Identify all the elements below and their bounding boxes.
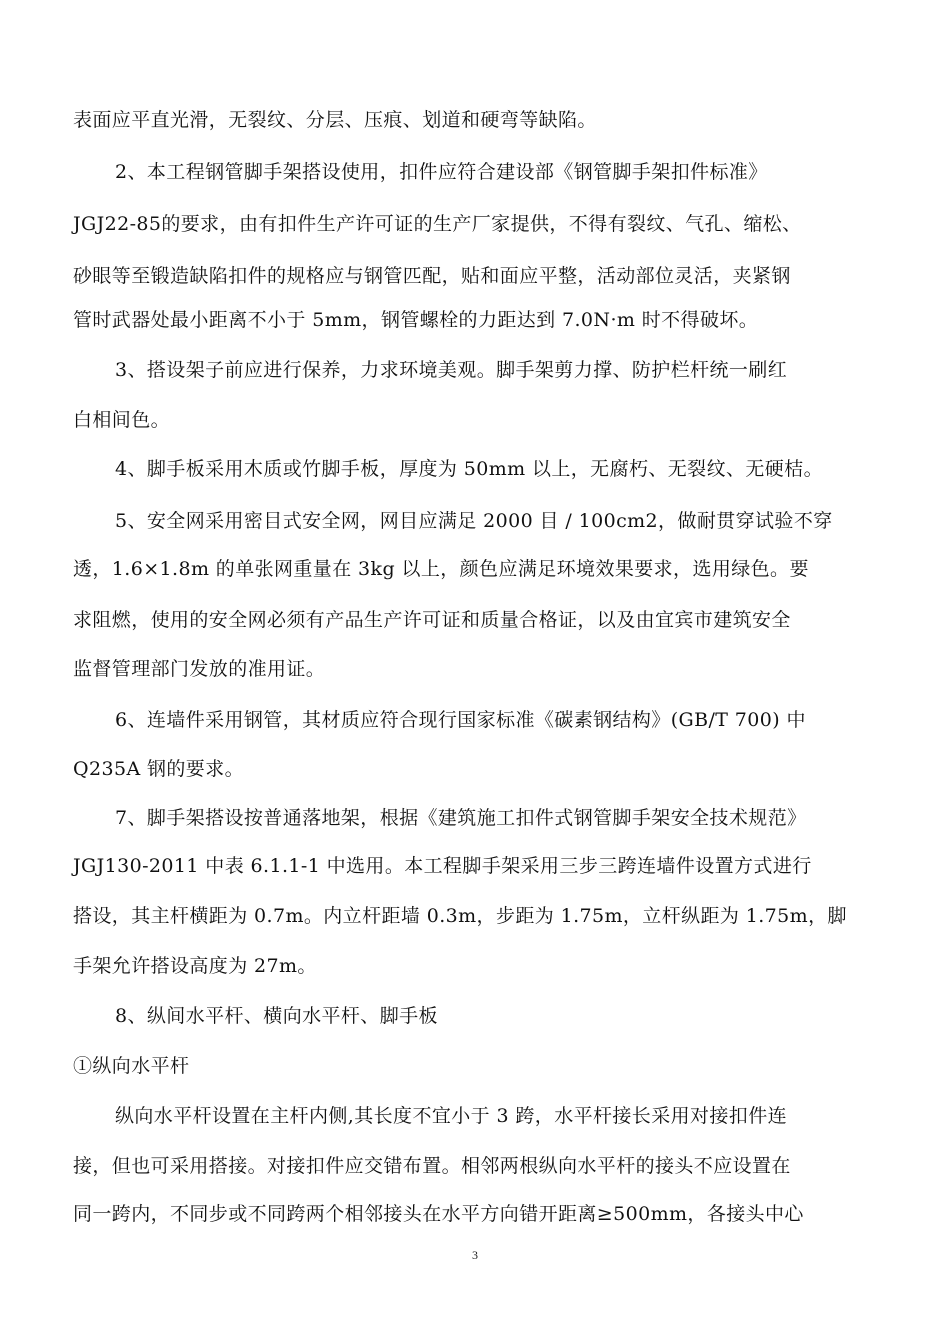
text-line: 监督管理部门发放的准用证。 [73, 658, 326, 680]
text-line: 8、纵间水平杆、横向水平杆、脚手板 [115, 1005, 438, 1027]
text-line: 砂眼等至锻造缺陷扣件的规格应与钢管匹配，贴和面应平整，活动部位灵活，夹紧钢 [73, 265, 791, 287]
text-line: JGJ130-2011 中表 6.1.1-1 中选用。本工程脚手架采用三步三跨连墙件设置方式进行 [73, 855, 812, 877]
text-line: 管时武器处最小距离不小于 5mm，钢管螺栓的力距达到 7.0N·m 时不得破坏。 [73, 309, 759, 331]
text-line: 求阻燃，使用的安全网必须有产品生产许可证和质量合格证，以及由宜宾市建筑安全 [73, 609, 791, 631]
text-line: 4、脚手板采用木质或竹脚手板，厚度为 50mm 以上，无腐朽、无裂纹、无硬桔。 [115, 458, 823, 480]
text-line: 接，但也可采用搭接。对接扣件应交错布置。相邻两根纵向水平杆的接头不应设置在 [73, 1155, 791, 1177]
text-line: 白相间色。 [73, 409, 171, 431]
text-line: 纵向水平杆设置在主杆内侧,其长度不宜小于 3 跨，水平杆接长采用对接扣件连 [115, 1105, 788, 1127]
text-line: 搭设，其主杆横距为 0.7m。内立杆距墙 0.3m，步距为 1.75m，立杆纵距为 1.75m，脚 [73, 905, 847, 927]
page-number: 3 [472, 1248, 478, 1262]
text-line: 透，1.6×1.8m 的单张网重量在 3kg 以上，颜色应满足环境效果要求，选用绿色。要 [73, 558, 809, 580]
text-line: 3、搭设架子前应进行保养，力求环境美观。脚手架剪力撑、防护栏杆统一刷红 [115, 359, 788, 381]
text-line: 6、连墙件采用钢管，其材质应符合现行国家标准《碳素钢结构》(GB/T 700) 中 [115, 709, 806, 731]
text-line: 7、脚手架搭设按普通落地架，根据《建筑施工扣件式钢管脚手架安全技术规范》 [115, 807, 807, 829]
text-line: 表面应平直光滑，无裂纹、分层、压痕、划道和硬弯等缺陷。 [73, 109, 597, 131]
text-line: 2、本工程钢管脚手架搭设使用，扣件应符合建设部《钢管脚手架扣件标准》 [115, 161, 768, 183]
text-line: 5、安全网采用密目式安全网，网目应满足 2000 目 / 100cm2，做耐贯穿试验不穿 [115, 510, 833, 532]
text-line: ①纵向水平杆 [73, 1055, 190, 1077]
text-line: 同一跨内，不同步或不同跨两个相邻接头在水平方向错开距离≥500mm，各接头中心 [73, 1203, 804, 1225]
text-line: JGJ22-85的要求，由有扣件生产许可证的生产厂家提供，不得有裂纹、气孔、缩松、 [73, 213, 802, 235]
text-line: Q235A 钢的要求。 [73, 758, 245, 780]
text-line: 手架允许搭设高度为 27m。 [73, 955, 317, 977]
